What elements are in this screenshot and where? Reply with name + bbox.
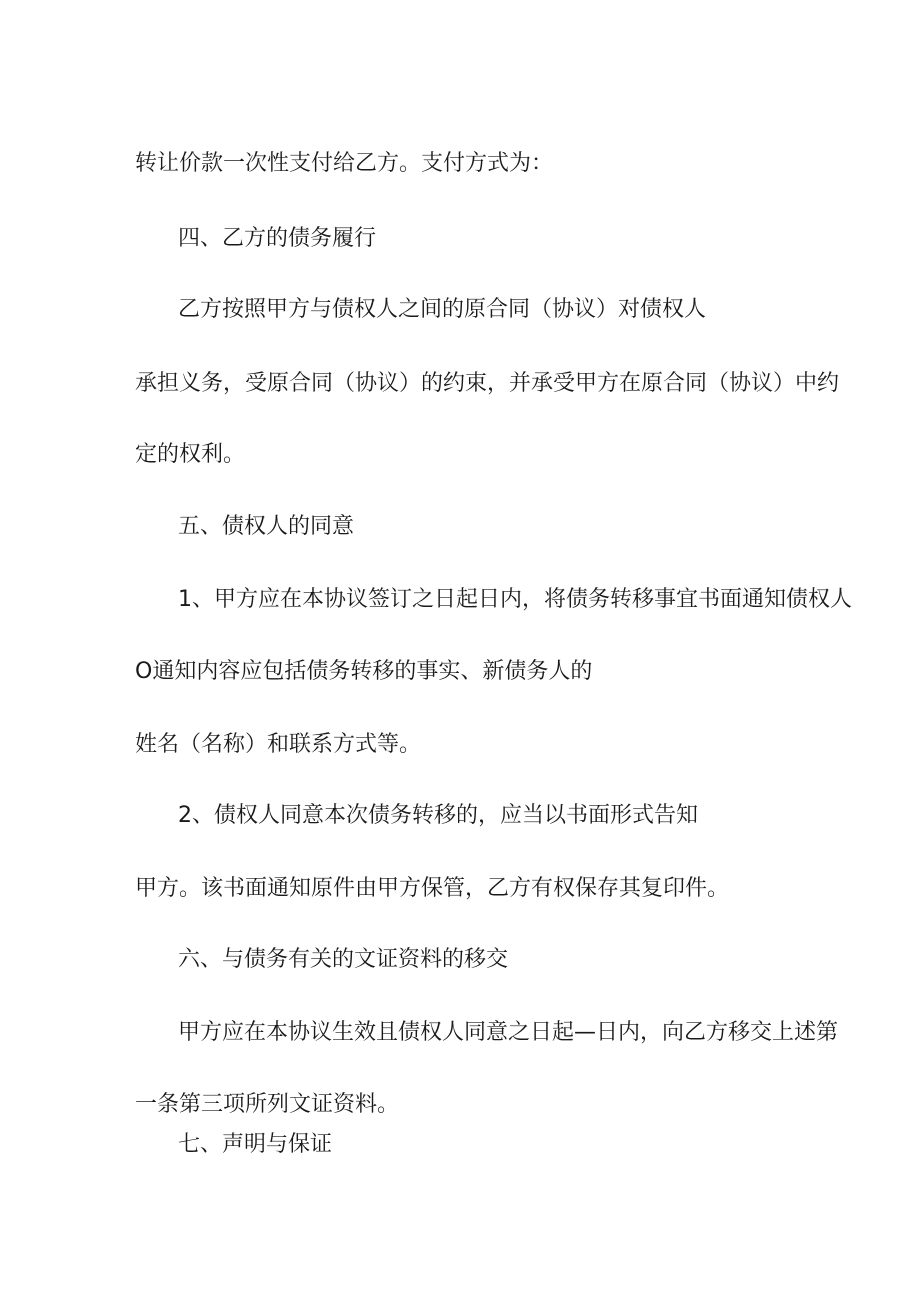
section-4-paragraph-line-3: 定的权利。: [135, 442, 246, 467]
payment-clause-continuation: 转让价款一次性支付给乙方。支付方式为：: [135, 151, 554, 176]
section-5-item-2-line-1: 2、债权人同意本次债务转移的，应当以书面形式告知: [178, 803, 698, 828]
section-5-item-1-line-2: O通知内容应包括债务转移的事实、新债务人的: [135, 659, 593, 684]
section-5-heading: 五、债权人的同意: [178, 514, 355, 539]
section-6-heading: 六、与债务有关的文证资料的移交: [178, 947, 509, 972]
section-4-paragraph-line-2: 承担义务，受原合同（协议）的约束，并承受甲方在原合同（协议）中约: [135, 371, 840, 396]
section-5-item-2-line-2: 甲方。该书面通知原件由甲方保管，乙方有权保存其复印件。: [135, 876, 730, 901]
section-5-item-1-line-1: 1、甲方应在本协议签订之日起日内，将债务转移事宜书面通知债权人: [178, 587, 852, 612]
section-6-paragraph-line-1: 甲方应在本协议生效且债权人同意之日起—日内，向乙方移交上述第: [178, 1020, 839, 1045]
section-4-heading: 四、乙方的债务履行: [178, 226, 377, 251]
section-4-paragraph-line-1: 乙方按照甲方与债权人之间的原合同（协议）对债权人: [178, 297, 707, 322]
section-7-heading: 七、声明与保证: [178, 1132, 333, 1157]
section-5-item-1-line-3: 姓名（名称）和联系方式等。: [135, 732, 422, 757]
section-6-paragraph-line-2: 一条第三项所列文证资料。: [135, 1092, 400, 1117]
